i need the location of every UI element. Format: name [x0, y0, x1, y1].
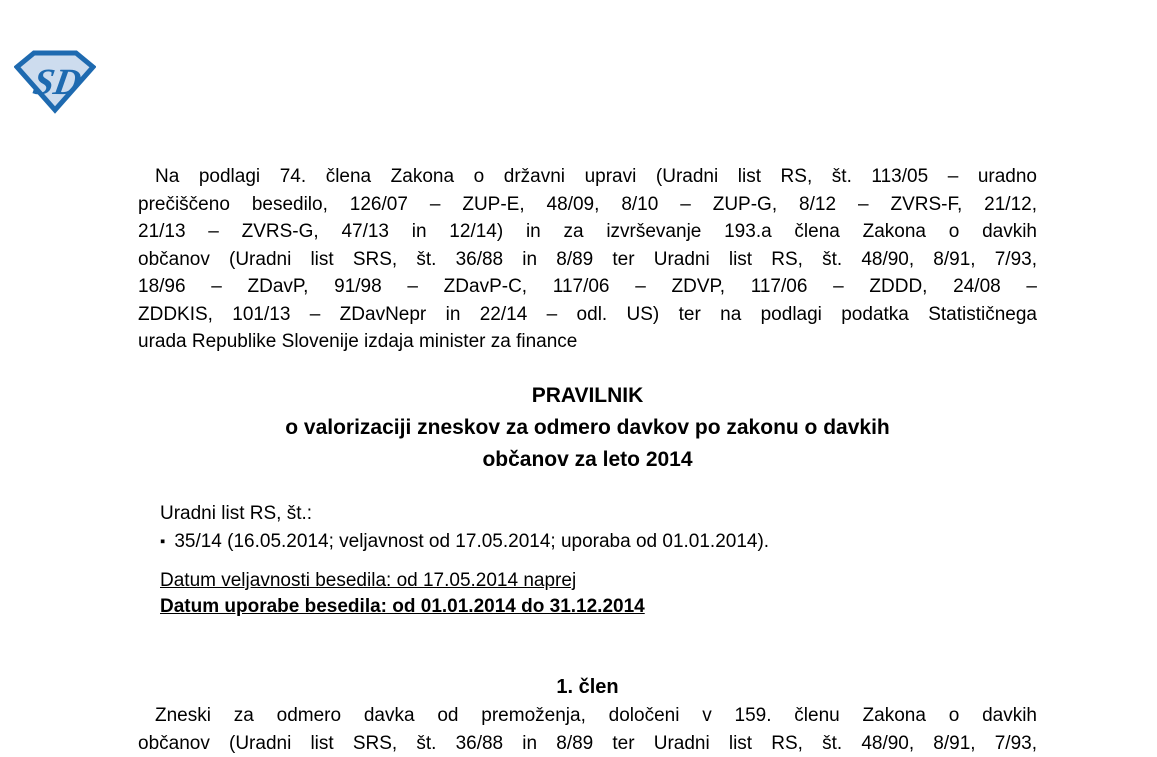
article-1-heading: 1. člen — [138, 674, 1037, 702]
svg-text:SD: SD — [30, 62, 85, 103]
document-title — [138, 380, 1037, 476]
title-line: občanov za leto 2014 — [138, 444, 1037, 476]
title-line: PRAVILNIK — [138, 380, 1037, 412]
intro-paragraph — [138, 163, 1037, 356]
intro-line: ZDDKIS, 101/13 – ZDavNepr in 22/14 – odl. US) ter na podlagi podatka Statističnega — [138, 301, 1037, 329]
intro-line: občanov (Uradni list SRS, št. 36/88 in 8/89 ter Uradni list RS, št. 48/90, 8/91, 7/93, — [138, 246, 1037, 274]
title-line: o valorizaciji zneskov za odmero davkov po zakonu o davkih — [138, 412, 1037, 444]
article-line: občanov (Uradni list SRS, št. 36/88 in 8/89 ter Uradni list RS, št. 48/90, 8/91, 7/93, — [138, 730, 1037, 757]
intro-line: urada Republike Slovenije izdaja minister za finance — [138, 328, 1037, 356]
sd-logo — [14, 50, 96, 114]
intro-line: 18/96 – ZDavP, 91/98 – ZDavP-C, 117/06 – ZDVP, 117/06 – ZDDD, 24/08 – — [138, 273, 1037, 301]
validity-date-line: Datum veljavnosti besedila: od 17.05.2014 naprej — [160, 567, 576, 595]
sd-shield-icon — [14, 50, 96, 114]
intro-line: prečiščeno besedilo, 126/07 – ZUP-E, 48/09, 8/10 – ZUP-G, 8/12 – ZVRS-F, 21/12, — [138, 191, 1037, 219]
gazette-heading: Uradni list RS, št.: — [160, 500, 312, 528]
application-date-line: Datum uporabe besedila: od 01.01.2014 do 31.12.2014 — [160, 593, 645, 621]
article-line: Zneski za odmero davka od premoženja, določeni v 159. členu Zakona o davkih — [138, 702, 1037, 730]
gazette-item — [160, 528, 769, 556]
gazette-item-text: 35/14 (16.05.2014; veljavnost od 17.05.2014; uporaba od 01.01.2014). — [174, 531, 769, 552]
intro-line: 21/13 – ZVRS-G, 47/13 in 12/14) in za izvrševanje 193.a člena Zakona o davkih — [138, 218, 1037, 246]
square-bullet-icon: ▪ — [160, 533, 165, 550]
intro-line: Na podlagi 74. člena Zakona o državni upravi (Uradni list RS, št. 113/05 – uradno — [138, 163, 1037, 191]
article-1-paragraph — [138, 702, 1037, 757]
